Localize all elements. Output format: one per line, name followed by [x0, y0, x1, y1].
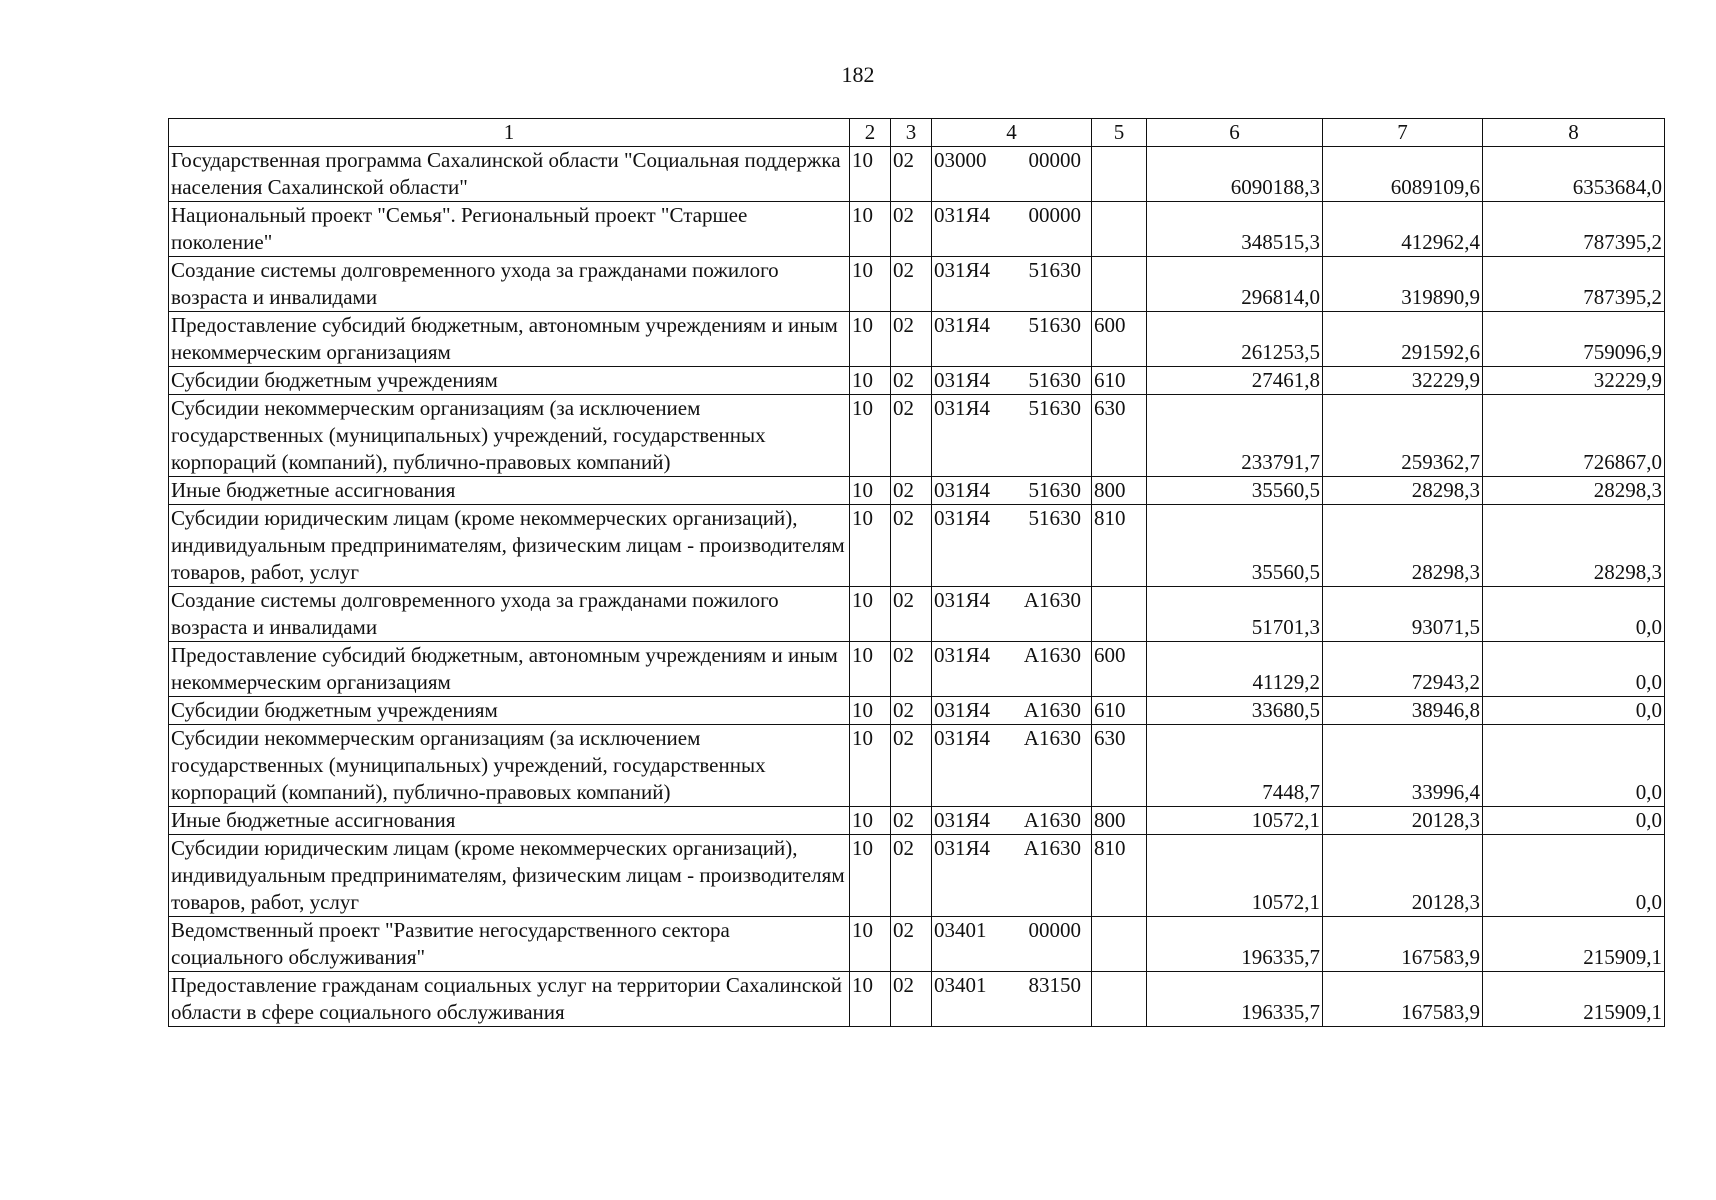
target-article-program: 031Я4 [934, 368, 991, 392]
header-cell: 7 [1323, 119, 1483, 147]
row-value-col7: 167583,9 [1323, 917, 1483, 972]
row-section: 10 [850, 147, 891, 202]
target-article-direction: 83150 [1028, 973, 1081, 997]
row-value-col6: 10572,1 [1147, 835, 1323, 917]
row-value-col7: 28298,3 [1323, 477, 1483, 505]
row-value-col8: 32229,9 [1483, 367, 1665, 395]
row-subsection: 02 [891, 642, 932, 697]
target-article-direction: 51630 [1028, 478, 1081, 502]
row-target-article [932, 367, 1092, 395]
row-subsection: 02 [891, 505, 932, 587]
row-target-article [932, 147, 1092, 202]
target-article-direction: А1630 [1023, 726, 1081, 750]
row-target-article [932, 972, 1092, 1027]
row-value-col6: 35560,5 [1147, 505, 1323, 587]
row-value-col7: 259362,7 [1323, 395, 1483, 477]
row-value-col8: 0,0 [1483, 725, 1665, 807]
row-name: Субсидии бюджетным учреждениям [169, 697, 850, 725]
row-value-col8: 28298,3 [1483, 477, 1665, 505]
target-article-program: 03401 [934, 918, 987, 942]
row-section: 10 [850, 312, 891, 367]
row-expense-type [1092, 917, 1147, 972]
row-value-col6: 35560,5 [1147, 477, 1323, 505]
target-article-direction: 51630 [1028, 396, 1081, 420]
row-name: Предоставление субсидий бюджетным, автономным учреждениям и иным некоммерческим организациям [169, 312, 850, 367]
row-value-col8: 787395,2 [1483, 202, 1665, 257]
target-article-program: 031Я4 [934, 726, 991, 750]
row-section: 10 [850, 477, 891, 505]
row-value-col6: 33680,5 [1147, 697, 1323, 725]
row-target-article [932, 505, 1092, 587]
row-name: Предоставление субсидий бюджетным, автономным учреждениям и иным некоммерческим организациям [169, 642, 850, 697]
target-article-direction: 51630 [1028, 368, 1081, 392]
row-subsection: 02 [891, 697, 932, 725]
row-subsection: 02 [891, 257, 932, 312]
row-target-article [932, 807, 1092, 835]
row-name: Субсидии некоммерческим организациям (за исключением государственных (муниципальных) учреждений, государственных корпораций (компаний), публично-правовых компаний) [169, 725, 850, 807]
target-article-program: 031Я4 [934, 203, 991, 227]
row-target-article [932, 257, 1092, 312]
row-value-col7: 93071,5 [1323, 587, 1483, 642]
row-name: Национальный проект "Семья". Региональный проект "Старшее поколение" [169, 202, 850, 257]
target-article-program: 03401 [934, 973, 987, 997]
row-expense-type [1092, 972, 1147, 1027]
row-value-col7: 28298,3 [1323, 505, 1483, 587]
row-subsection: 02 [891, 835, 932, 917]
row-value-col6: 348515,3 [1147, 202, 1323, 257]
row-expense-type: 610 [1092, 697, 1147, 725]
row-value-col8: 0,0 [1483, 807, 1665, 835]
table-row [169, 725, 1665, 807]
header-row [169, 119, 1665, 147]
target-article-program: 031Я4 [934, 836, 991, 860]
target-article-direction: А1630 [1023, 808, 1081, 832]
row-name: Субсидии юридическим лицам (кроме некоммерческих организаций), индивидуальным предпринимателям, физическим лицам - производителям товаров, работ, услуг [169, 835, 850, 917]
row-target-article [932, 697, 1092, 725]
row-value-col8: 28298,3 [1483, 505, 1665, 587]
header-cell: 5 [1092, 119, 1147, 147]
row-value-col7: 20128,3 [1323, 807, 1483, 835]
row-name: Субсидии некоммерческим организациям (за исключением государственных (муниципальных) учреждений, государственных корпораций (компаний), публично-правовых компаний) [169, 395, 850, 477]
row-target-article [932, 835, 1092, 917]
row-section: 10 [850, 835, 891, 917]
row-expense-type: 800 [1092, 477, 1147, 505]
row-value-col7: 319890,9 [1323, 257, 1483, 312]
row-value-col7: 412962,4 [1323, 202, 1483, 257]
row-value-col6: 51701,3 [1147, 587, 1323, 642]
target-article-direction: А1630 [1023, 836, 1081, 860]
target-article-program: 031Я4 [934, 808, 991, 832]
table-row [169, 147, 1665, 202]
row-name: Иные бюджетные ассигнования [169, 807, 850, 835]
header-cell: 1 [169, 119, 850, 147]
target-article-direction: 51630 [1028, 506, 1081, 530]
page-number: 182 [841, 62, 875, 87]
row-value-col8: 215909,1 [1483, 917, 1665, 972]
row-value-col6: 196335,7 [1147, 917, 1323, 972]
row-section: 10 [850, 257, 891, 312]
target-article-program: 031Я4 [934, 396, 991, 420]
row-name: Предоставление гражданам социальных услуг на территории Сахалинской области в сфере социального обслуживания [169, 972, 850, 1027]
row-expense-type [1092, 202, 1147, 257]
header-cell: 8 [1483, 119, 1665, 147]
row-section: 10 [850, 587, 891, 642]
target-article-program: 031Я4 [934, 588, 991, 612]
target-article-program: 031Я4 [934, 506, 991, 530]
row-target-article [932, 642, 1092, 697]
row-target-article [932, 725, 1092, 807]
row-subsection: 02 [891, 147, 932, 202]
table-row [169, 972, 1665, 1027]
row-value-col7: 72943,2 [1323, 642, 1483, 697]
target-article-program: 03000 [934, 148, 987, 172]
target-article-direction: 00000 [1028, 203, 1081, 227]
table-row [169, 312, 1665, 367]
row-expense-type: 810 [1092, 505, 1147, 587]
row-value-col8: 787395,2 [1483, 257, 1665, 312]
header-cell: 4 [932, 119, 1092, 147]
row-section: 10 [850, 917, 891, 972]
target-article-program: 031Я4 [934, 698, 991, 722]
row-name: Субсидии бюджетным учреждениям [169, 367, 850, 395]
row-value-col7: 33996,4 [1323, 725, 1483, 807]
row-value-col8: 0,0 [1483, 642, 1665, 697]
row-section: 10 [850, 395, 891, 477]
table-row [169, 835, 1665, 917]
row-value-col7: 6089109,6 [1323, 147, 1483, 202]
row-expense-type: 600 [1092, 312, 1147, 367]
row-value-col8: 215909,1 [1483, 972, 1665, 1027]
row-value-col7: 38946,8 [1323, 697, 1483, 725]
target-article-direction: А1630 [1023, 643, 1081, 667]
row-subsection: 02 [891, 917, 932, 972]
row-value-col6: 6090188,3 [1147, 147, 1323, 202]
row-value-col6: 41129,2 [1147, 642, 1323, 697]
row-value-col8: 0,0 [1483, 835, 1665, 917]
row-subsection: 02 [891, 367, 932, 395]
row-expense-type [1092, 147, 1147, 202]
table-row [169, 202, 1665, 257]
row-expense-type [1092, 587, 1147, 642]
row-value-col6: 10572,1 [1147, 807, 1323, 835]
row-subsection: 02 [891, 312, 932, 367]
target-article-direction: 00000 [1028, 918, 1081, 942]
target-article-direction: 51630 [1028, 313, 1081, 337]
table-row [169, 477, 1665, 505]
table-row [169, 807, 1665, 835]
row-value-col6: 7448,7 [1147, 725, 1323, 807]
row-value-col6: 196335,7 [1147, 972, 1323, 1027]
row-target-article [932, 395, 1092, 477]
row-value-col8: 759096,9 [1483, 312, 1665, 367]
row-expense-type: 810 [1092, 835, 1147, 917]
row-expense-type: 630 [1092, 725, 1147, 807]
row-subsection: 02 [891, 202, 932, 257]
row-subsection: 02 [891, 972, 932, 1027]
row-section: 10 [850, 972, 891, 1027]
row-value-col6: 27461,8 [1147, 367, 1323, 395]
table-row [169, 917, 1665, 972]
table-row [169, 505, 1665, 587]
table-row [169, 642, 1665, 697]
target-article-direction: 00000 [1028, 148, 1081, 172]
row-expense-type: 630 [1092, 395, 1147, 477]
target-article-program: 031Я4 [934, 643, 991, 667]
row-value-col7: 291592,6 [1323, 312, 1483, 367]
row-value-col8: 6353684,0 [1483, 147, 1665, 202]
row-subsection: 02 [891, 725, 932, 807]
row-value-col8: 0,0 [1483, 697, 1665, 725]
target-article-direction: А1630 [1023, 588, 1081, 612]
target-article-program: 031Я4 [934, 478, 991, 502]
row-target-article [932, 917, 1092, 972]
table-row [169, 257, 1665, 312]
row-section: 10 [850, 725, 891, 807]
row-section: 10 [850, 367, 891, 395]
row-subsection: 02 [891, 477, 932, 505]
table-row [169, 587, 1665, 642]
target-article-program: 031Я4 [934, 258, 991, 282]
row-expense-type [1092, 257, 1147, 312]
row-name: Иные бюджетные ассигнования [169, 477, 850, 505]
row-name: Ведомственный проект "Развитие негосударственного сектора социального обслуживания" [169, 917, 850, 972]
row-name: Субсидии юридическим лицам (кроме некоммерческих организаций), индивидуальным предпринимателям, физическим лицам - производителям товаров, работ, услуг [169, 505, 850, 587]
header-cell: 3 [891, 119, 932, 147]
row-name: Создание системы долговременного ухода за гражданами пожилого возраста и инвалидами [169, 257, 850, 312]
row-expense-type: 800 [1092, 807, 1147, 835]
row-subsection: 02 [891, 807, 932, 835]
row-value-col7: 32229,9 [1323, 367, 1483, 395]
row-section: 10 [850, 642, 891, 697]
row-name: Создание системы долговременного ухода за гражданами пожилого возраста и инвалидами [169, 587, 850, 642]
row-value-col8: 726867,0 [1483, 395, 1665, 477]
row-section: 10 [850, 697, 891, 725]
row-subsection: 02 [891, 395, 932, 477]
budget-table [168, 118, 1665, 1027]
header-cell: 2 [850, 119, 891, 147]
row-target-article [932, 202, 1092, 257]
row-section: 10 [850, 202, 891, 257]
row-target-article [932, 587, 1092, 642]
row-target-article [932, 477, 1092, 505]
row-expense-type: 600 [1092, 642, 1147, 697]
table-row [169, 697, 1665, 725]
row-value-col7: 20128,3 [1323, 835, 1483, 917]
row-value-col6: 296814,0 [1147, 257, 1323, 312]
row-value-col6: 233791,7 [1147, 395, 1323, 477]
row-expense-type: 610 [1092, 367, 1147, 395]
row-target-article [932, 312, 1092, 367]
row-section: 10 [850, 807, 891, 835]
row-value-col7: 167583,9 [1323, 972, 1483, 1027]
target-article-direction: 51630 [1028, 258, 1081, 282]
table-row [169, 367, 1665, 395]
row-value-col6: 261253,5 [1147, 312, 1323, 367]
row-section: 10 [850, 505, 891, 587]
row-subsection: 02 [891, 587, 932, 642]
header-cell: 6 [1147, 119, 1323, 147]
row-name: Государственная программа Сахалинской области "Социальная поддержка населения Сахалинской области" [169, 147, 850, 202]
target-article-direction: А1630 [1023, 698, 1081, 722]
row-value-col8: 0,0 [1483, 587, 1665, 642]
target-article-program: 031Я4 [934, 313, 991, 337]
table-row [169, 395, 1665, 477]
